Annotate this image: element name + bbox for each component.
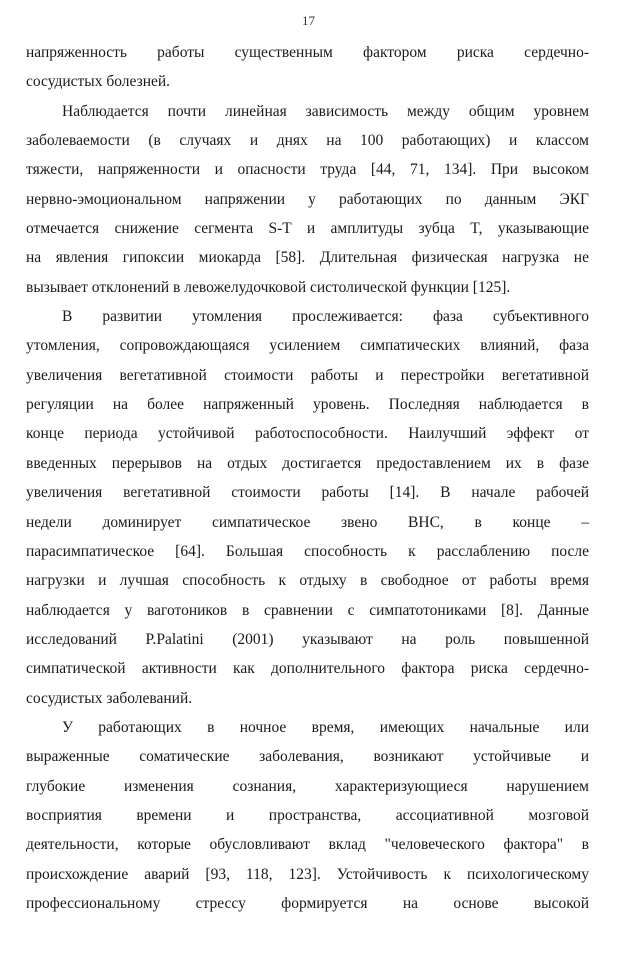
text-line: У работающих в ночное время, имеющих начальные или — [62, 718, 589, 736]
text-line: увеличения вегетативной стоимости работы [14]. В начале рабочей — [26, 484, 589, 502]
page-number: 17 — [302, 13, 315, 28]
text-line: недели доминирует симпатическое звено ВНС, в конце – — [26, 513, 589, 531]
text-line: напряженность работы существенным фактором риска сердечно- — [26, 44, 589, 61]
text-line: конце периода устойчивой работоспособности. Наилучший эффект от — [26, 425, 589, 443]
text-line: происхождение аварий [93, 118, 123]. Устойчивость к психологическому — [26, 865, 589, 883]
paragraph — [26, 38, 589, 97]
text-line: парасимпатическое [64]. Большая способность к расслаблению после — [26, 542, 589, 560]
text-line: симпатической активности как дополнительного фактора риска сердечно- — [26, 660, 589, 678]
text-line: на явления гипоксии миокарда [58]. Длительная физическая нагрузка не — [26, 249, 589, 267]
text-line: утомления, сопровождающаяся усилением симпатических влияний, фаза — [26, 337, 589, 355]
text-line: глубокие изменения сознания, характеризующиеся нарушением — [26, 777, 589, 795]
text-line: вызывает отклонений в левожелудочковой систолической функции [125]. — [26, 278, 511, 296]
text-line: увеличения вегетативной стоимости работы и перестройки вегетативной — [26, 366, 589, 384]
text-line: тяжести, напряженности и опасности труда [44, 71, 134]. При высоком — [26, 161, 589, 179]
text-line: нагрузки и лучшая способность к отдыху в свободное от работы время — [26, 572, 589, 590]
text-line: заболеваемости (в случаях и днях на 100 работающих) и классом — [26, 132, 589, 150]
paragraph — [26, 302, 589, 713]
text-line: В развитии утомления прослеживается: фаза субъективного — [62, 308, 589, 326]
text-line: выраженные соматические заболевания, возникают устойчивые и — [26, 748, 589, 766]
text-line: отмечается снижение сегмента S-T и амплитуды зубца T, указывающие — [26, 220, 589, 238]
text-line: восприятия времени и пространства, ассоциативной мозговой — [26, 806, 589, 824]
paragraph — [26, 97, 589, 302]
paragraph — [26, 713, 589, 918]
document-body — [26, 38, 589, 918]
text-line: исследований P.Palatini (2001) указывают на роль повышенной — [26, 630, 589, 648]
text-line: регуляции на более напряженный уровень. Последняя наблюдается в — [26, 396, 589, 414]
text-line: сосудистых болезней. — [26, 73, 171, 91]
text-line: введенных перерывов на отдых достигается предоставлением их в фазе — [26, 454, 589, 472]
text-line: сосудистых заболеваний. — [26, 689, 193, 707]
text-line: нервно-эмоциональном напряжении у работающих по данным ЭКГ — [26, 190, 589, 208]
text-line: наблюдается у ваготоников в сравнении с симпатотониками [8]. Данные — [26, 601, 589, 619]
text-line: деятельности, которые обусловливают вклад "человеческого фактора" в — [26, 836, 589, 854]
text-line: профессиональному стрессу формируется на основе высокой — [26, 894, 589, 912]
text-line: Наблюдается почти линейная зависимость между общим уровнем — [62, 102, 589, 120]
